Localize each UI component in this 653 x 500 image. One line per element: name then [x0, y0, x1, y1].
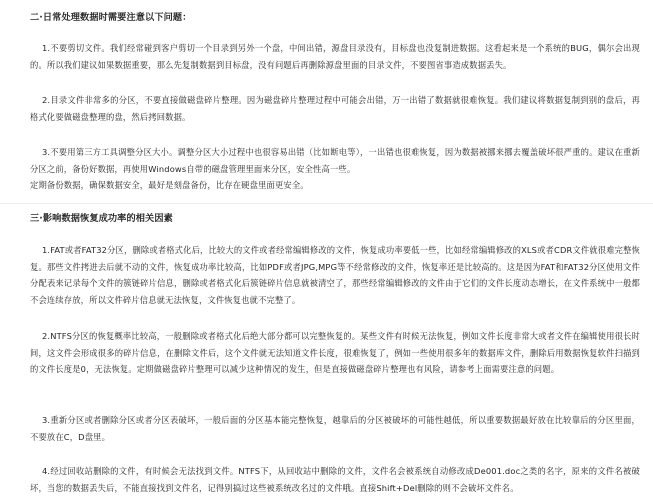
- section-heading-recovery-factors: 三·影响数据恢复成功率的相关因素: [30, 213, 173, 224]
- paragraph-partition-tool-warning: 3.不要用第三方工具调整分区大小。调整分区大小过程中也很容易出错（比如断电等），一出错也很难恢复，因为数据被挪来挪去覆盖破坏很严重的。建议在重新分区之前，备份好数据，再使用Windows自带的磁盘管理里面来分区，安全性高一些。: [30, 147, 640, 174]
- paragraph-recycle-bin-recovery: 4.经过回收站删除的文件，有时候会无法找到文件。NTFS下，从回收站中删除的文件，文件名会被系统自动修改成De001.doc之类的名字，原来的文件名被破坏，当您的数据丢失后，不能直接找到文件名，记得别搞过这些被系统改名过的文件哦。直接Shift+Del删除的则不会破坏文件名。: [30, 466, 640, 493]
- paragraph-ntfs-recovery: 2.NTFS分区的恢复概率比较高，一般删除或者格式化后绝大部分都可以完整恢复的。某些文件有时候无法恢复，例如文件长度非常大或者文件在编辑使用很长时间，这文件会形成很多的碎片信息，在删除文件后，这个文件就无法知道文件长度，很难恢复了，例如一些使用很多年的数据库文件，删除后用数据恢复软件扫描到的文件长度是0，无法恢复。定期做磁盘碎片整理可以减少这种情况的发生，但是直接做磁盘碎片整理也有风险，请参考上面需要注意的问题。: [30, 331, 640, 375]
- paragraph-fat-recovery: 1.FAT或者FAT32分区，删除或者格式化后，比较大的文件或者经常编辑修改的文件，恢复成功率要低一些，比如经常编辑修改的XLS或者CDR文件就很难完整恢复。那些文件拷进去后就不动的文件，恢复成功率比较高，比如PDF或者JPG,MPG等不经常修改的文件，恢复率还是比较高的。这是因为FAT和FAT32分区使用文件分配表来记录每个文件的簇链碎片信息，删除或者格式化后簇链碎片信息就被清空了，那些经常编辑修改的文件由于它们的文件长度动态增长，在文件系统中一般都不会连续存放，所以文件碎片信息就无法恢复，文件恢复也就不完整了。: [30, 245, 640, 305]
- paragraph-partition-recovery: 3.重新分区或者删除分区或者分区表破坏，一般后面的分区基本能完整恢复，越靠后的分区被破坏的可能性越低，所以重要数据最好放在比较靠后的分区里面，不要放在C，D盘里。: [30, 415, 640, 442]
- section-divider: [0, 203, 653, 204]
- paragraph-backup-advice: 定期备份数据，确保数据安全，最好是刻盘备份，比存在硬盘里面更安全。: [30, 180, 309, 190]
- section-heading-daily-handling: 二·日常处理数据时需要注意以下问题：: [30, 12, 192, 23]
- paragraph-no-cut-files: 1.不要剪切文件。我们经常碰到客户剪切一个目录到另外一个盘，中间出错，源盘目录没有，目标盘也没复制进数据。这看起来是一个系统的BUG，偶尔会出现的。所以我们建议如果数据重要，那么先复制数据到目标盘，没有问题后再删除源盘里面的目录文件，不要图省事造成数据丢失。: [30, 43, 640, 70]
- paragraph-defrag-warning: 2.目录文件非常多的分区，不要直接做磁盘碎片整理。因为磁盘碎片整理过程中可能会出错，万一出错了数据就很难恢复。我们建议将数据复制到别的盘后，再格式化要做磁盘整理的盘，然后拷回数据。: [30, 95, 640, 122]
